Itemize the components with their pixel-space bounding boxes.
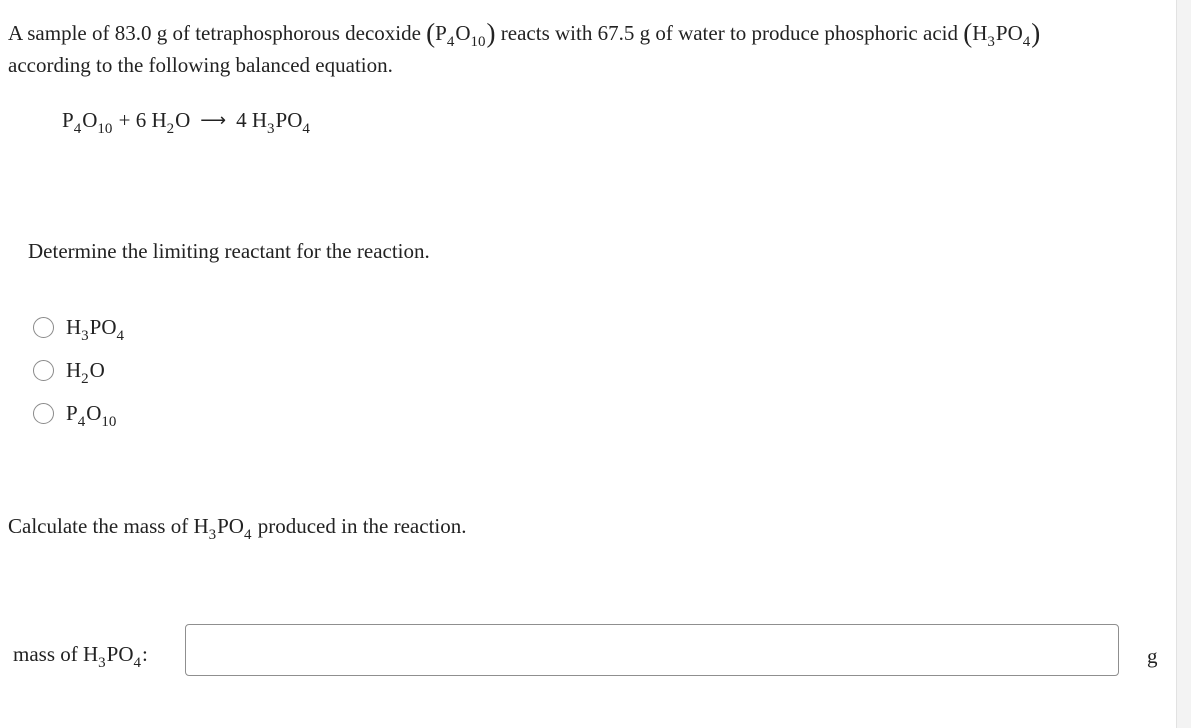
answer-label: mass of H 3 PO 4 :: [13, 642, 148, 671]
problem-intro-line2: according to the following balanced equation.: [8, 53, 393, 77]
question2-text-end: produced in the reaction.: [252, 514, 467, 538]
option-label: P 4 O 10: [66, 400, 117, 430]
option-h3po4[interactable]: [33, 313, 125, 344]
formula-p4o10-paren: ( P 4 O 10 ): [426, 18, 496, 50]
equation-plus-coefficient: + 6: [118, 108, 147, 132]
intro-text-mid: reacts with 67.5 g of water to produce phosphoric acid: [495, 21, 964, 45]
radio-button[interactable]: [33, 317, 54, 338]
option-label: H 3 PO 4: [66, 314, 125, 344]
question2-prompt: [8, 514, 467, 543]
unit-label: g: [1147, 644, 1158, 668]
balanced-equation: [62, 108, 311, 137]
problem-intro-line1: [8, 18, 1041, 50]
formula-h3po4-paren: ( H 3 PO 4 ): [963, 18, 1041, 50]
equation-product-h3po4: H 3 PO 4: [251, 108, 310, 137]
option-p4o10[interactable]: [33, 399, 117, 430]
formula-h3po4: H 3 PO 4: [193, 514, 252, 543]
radio-button[interactable]: [33, 403, 54, 424]
equation-product-coefficient: 4: [236, 108, 247, 132]
option-h2o[interactable]: [33, 356, 105, 387]
radio-button[interactable]: [33, 360, 54, 381]
intro-text-start: A sample of 83.0 g of tetraphosphorous decoxide: [8, 21, 427, 45]
question1-prompt: Determine the limiting reactant for the reaction.: [28, 239, 430, 263]
mass-answer-input[interactable]: [185, 624, 1119, 676]
equation-reactant-p4o10: P 4 O 10: [62, 108, 113, 137]
reaction-arrow-icon: ⟶: [200, 110, 227, 131]
question2-text-start: Calculate the mass of: [8, 514, 194, 538]
option-label: H 2 O: [66, 357, 105, 387]
equation-reactant-h2o: H 2 O: [151, 108, 191, 137]
formula-h3po4: H 3 PO 4: [83, 642, 142, 671]
